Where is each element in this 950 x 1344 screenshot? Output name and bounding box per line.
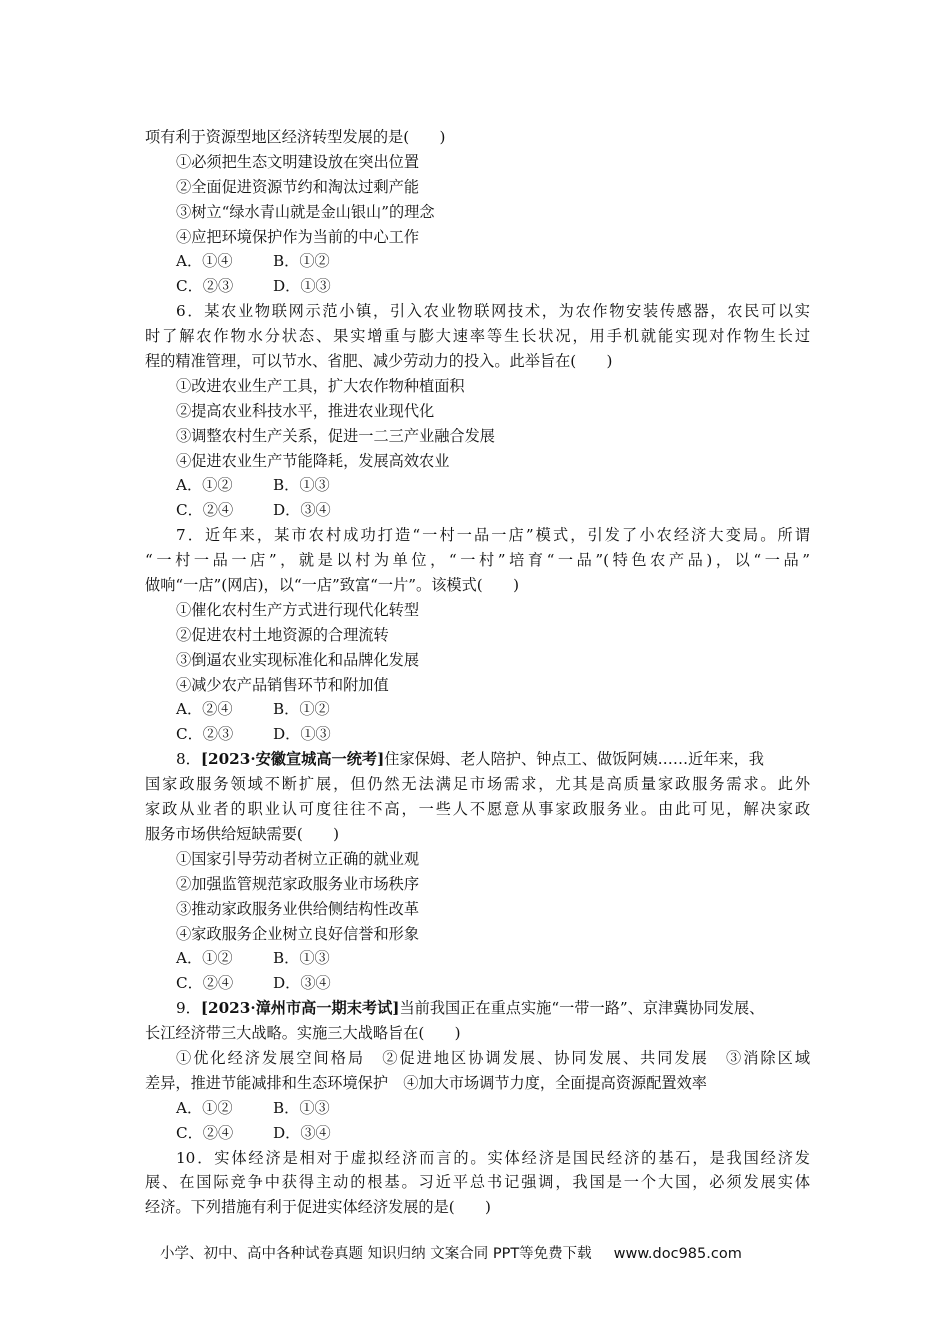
- question-9-line: [145, 996, 810, 1021]
- answer-options: [145, 722, 810, 747]
- text-line: ②促进农村土地资源的合理流转: [176, 625, 389, 644]
- option-c: C．②④: [176, 974, 234, 993]
- answer-options: [145, 249, 810, 274]
- option-b: B．①③: [273, 949, 330, 968]
- question-text: 住家保姆、老人陪护、钟点工、做饭阿姨……近年来，我: [384, 750, 764, 769]
- text-line: 展、在国际竞争中获得主动的根基。习近平总书记强调，我国是一个大国，必须发展实体: [145, 1173, 810, 1192]
- option-c: C．②③: [176, 725, 234, 744]
- option-c: C．②③: [176, 277, 234, 296]
- option-a: A．①②: [176, 1098, 233, 1117]
- question-source: [2023·漳州市高一期末考试]: [200, 999, 400, 1018]
- option-a: A．①②: [176, 949, 233, 968]
- text-line: ①国家引导劳动者树立正确的就业观: [176, 849, 419, 868]
- answer-options: [145, 498, 810, 523]
- page-footer: [160, 1242, 800, 1263]
- text-line: “一村一品一店”，就是以村为单位，“一村”培育“一品”(特色农产品)，以“一品”: [145, 551, 810, 570]
- answer-options: [145, 697, 810, 722]
- footer-text: 小学、初中、高中各种试卷真题 知识归纳 文案合同 PPT等免费下载: [160, 1246, 592, 1262]
- footer-link[interactable]: www.doc985.com: [613, 1246, 742, 1262]
- option-b: B．①②: [273, 700, 330, 719]
- text-line: ③调整农村生产关系，促进一二三产业融合发展: [176, 426, 495, 445]
- option-a: A．①②: [176, 476, 233, 495]
- answer-options: [145, 274, 810, 299]
- text-line: ④家政服务企业树立良好信誉和形象: [176, 924, 419, 943]
- option-d: D．③④: [273, 974, 331, 993]
- question-number: 8．: [176, 750, 201, 769]
- text-line: ③推动家政服务业供给侧结构性改革: [176, 899, 419, 918]
- question-8-line: [145, 747, 810, 772]
- text-line: 程的精准管理，可以节水、省肥、减少劳动力的投入。此举旨在( ): [145, 352, 613, 371]
- answer-options: [145, 971, 810, 996]
- option-c: C．②④: [176, 501, 234, 520]
- text-line: ③树立“绿水青山就是金山银山”的理念: [176, 202, 435, 221]
- question-number: 9．: [176, 999, 201, 1018]
- option-d: D．③④: [273, 501, 331, 520]
- question-text: 当前我国正在重点实施“一带一路”、京津冀协同发展、: [399, 999, 765, 1018]
- text-line: 经济。下列措施有利于促进实体经济发展的是( ): [145, 1198, 491, 1217]
- text-line: ①优化经济发展空间格局 ②促进地区协调发展、协同发展、共同发展 ③消除区域: [176, 1048, 810, 1067]
- text-line: ②提高农业科技水平，推进农业现代化: [176, 401, 435, 420]
- text-line: 长江经济带三大战略。实施三大战略旨在( ): [145, 1024, 461, 1043]
- text-line: 差异，推进节能减排和生态环境保护 ④加大市场调节力度，全面提高资源配置效率: [145, 1073, 707, 1092]
- option-d: D．①③: [273, 277, 331, 296]
- option-a: A．①④: [176, 252, 233, 271]
- document-page: [145, 125, 810, 1220]
- text-line: ②加强监管规范家政服务业市场秩序: [176, 874, 419, 893]
- option-b: B．①③: [273, 1098, 330, 1117]
- question-6-line: 6．某农业物联网示范小镇，引入农业物联网技术，为农作物安装传感器，农民可以实: [176, 302, 810, 321]
- option-b: B．①③: [273, 476, 330, 495]
- option-d: D．①③: [273, 725, 331, 744]
- answer-options: [145, 1096, 810, 1121]
- answer-options: [145, 473, 810, 498]
- text-line: ④促进农业生产节能降耗，发展高效农业: [176, 451, 450, 470]
- answer-options: [145, 946, 810, 971]
- option-b: B．①②: [273, 252, 330, 271]
- answer-options: [145, 1121, 810, 1146]
- question-7-line: 7．近年来，某市农村成功打造“一村一品一店”模式，引发了小农经济大变局。所谓: [176, 526, 810, 545]
- text-line: 服务市场供给短缺需要( ): [145, 824, 340, 843]
- text-line: 时了解农作物水分状态、果实增重与膨大速率等生长状况，用手机就能实现对作物生长过: [145, 327, 810, 346]
- question-10-line: 10．实体经济是相对于虚拟经济而言的。实体经济是国民经济的基石，是我国经济发: [176, 1148, 810, 1167]
- text-line: ①改进农业生产工具，扩大农作物种植面积: [176, 376, 465, 395]
- text-line: ④减少农产品销售环节和附加值: [176, 675, 389, 694]
- text-line: 做响“一店”(网店)，以“一店”致富“一片”。该模式( ): [145, 576, 520, 595]
- option-c: C．②④: [176, 1123, 234, 1142]
- option-a: A．②④: [176, 700, 233, 719]
- text-line: ①必须把生态文明建设放在突出位置: [176, 152, 419, 171]
- option-d: D．③④: [273, 1123, 331, 1142]
- text-line: ④应把环境保护作为当前的中心工作: [176, 227, 419, 246]
- text-line: ①催化农村生产方式进行现代化转型: [176, 600, 419, 619]
- text-line: ③倒逼农业实现标准化和品牌化发展: [176, 650, 419, 669]
- text-line: 国家政服务领域不断扩展，但仍然无法满足市场需求，尤其是高质量家政服务需求。此外: [145, 775, 810, 794]
- text-line: 项有利于资源型地区经济转型发展的是( ): [145, 128, 446, 146]
- text-line: 家政从业者的职业认可度往往不高，一些人不愿意从事家政服务业。由此可见，解决家政: [145, 800, 810, 819]
- text-line: ②全面促进资源节约和淘汰过剩产能: [176, 177, 419, 196]
- question-source: [2023·安徽宣城高一统考]: [200, 750, 385, 769]
